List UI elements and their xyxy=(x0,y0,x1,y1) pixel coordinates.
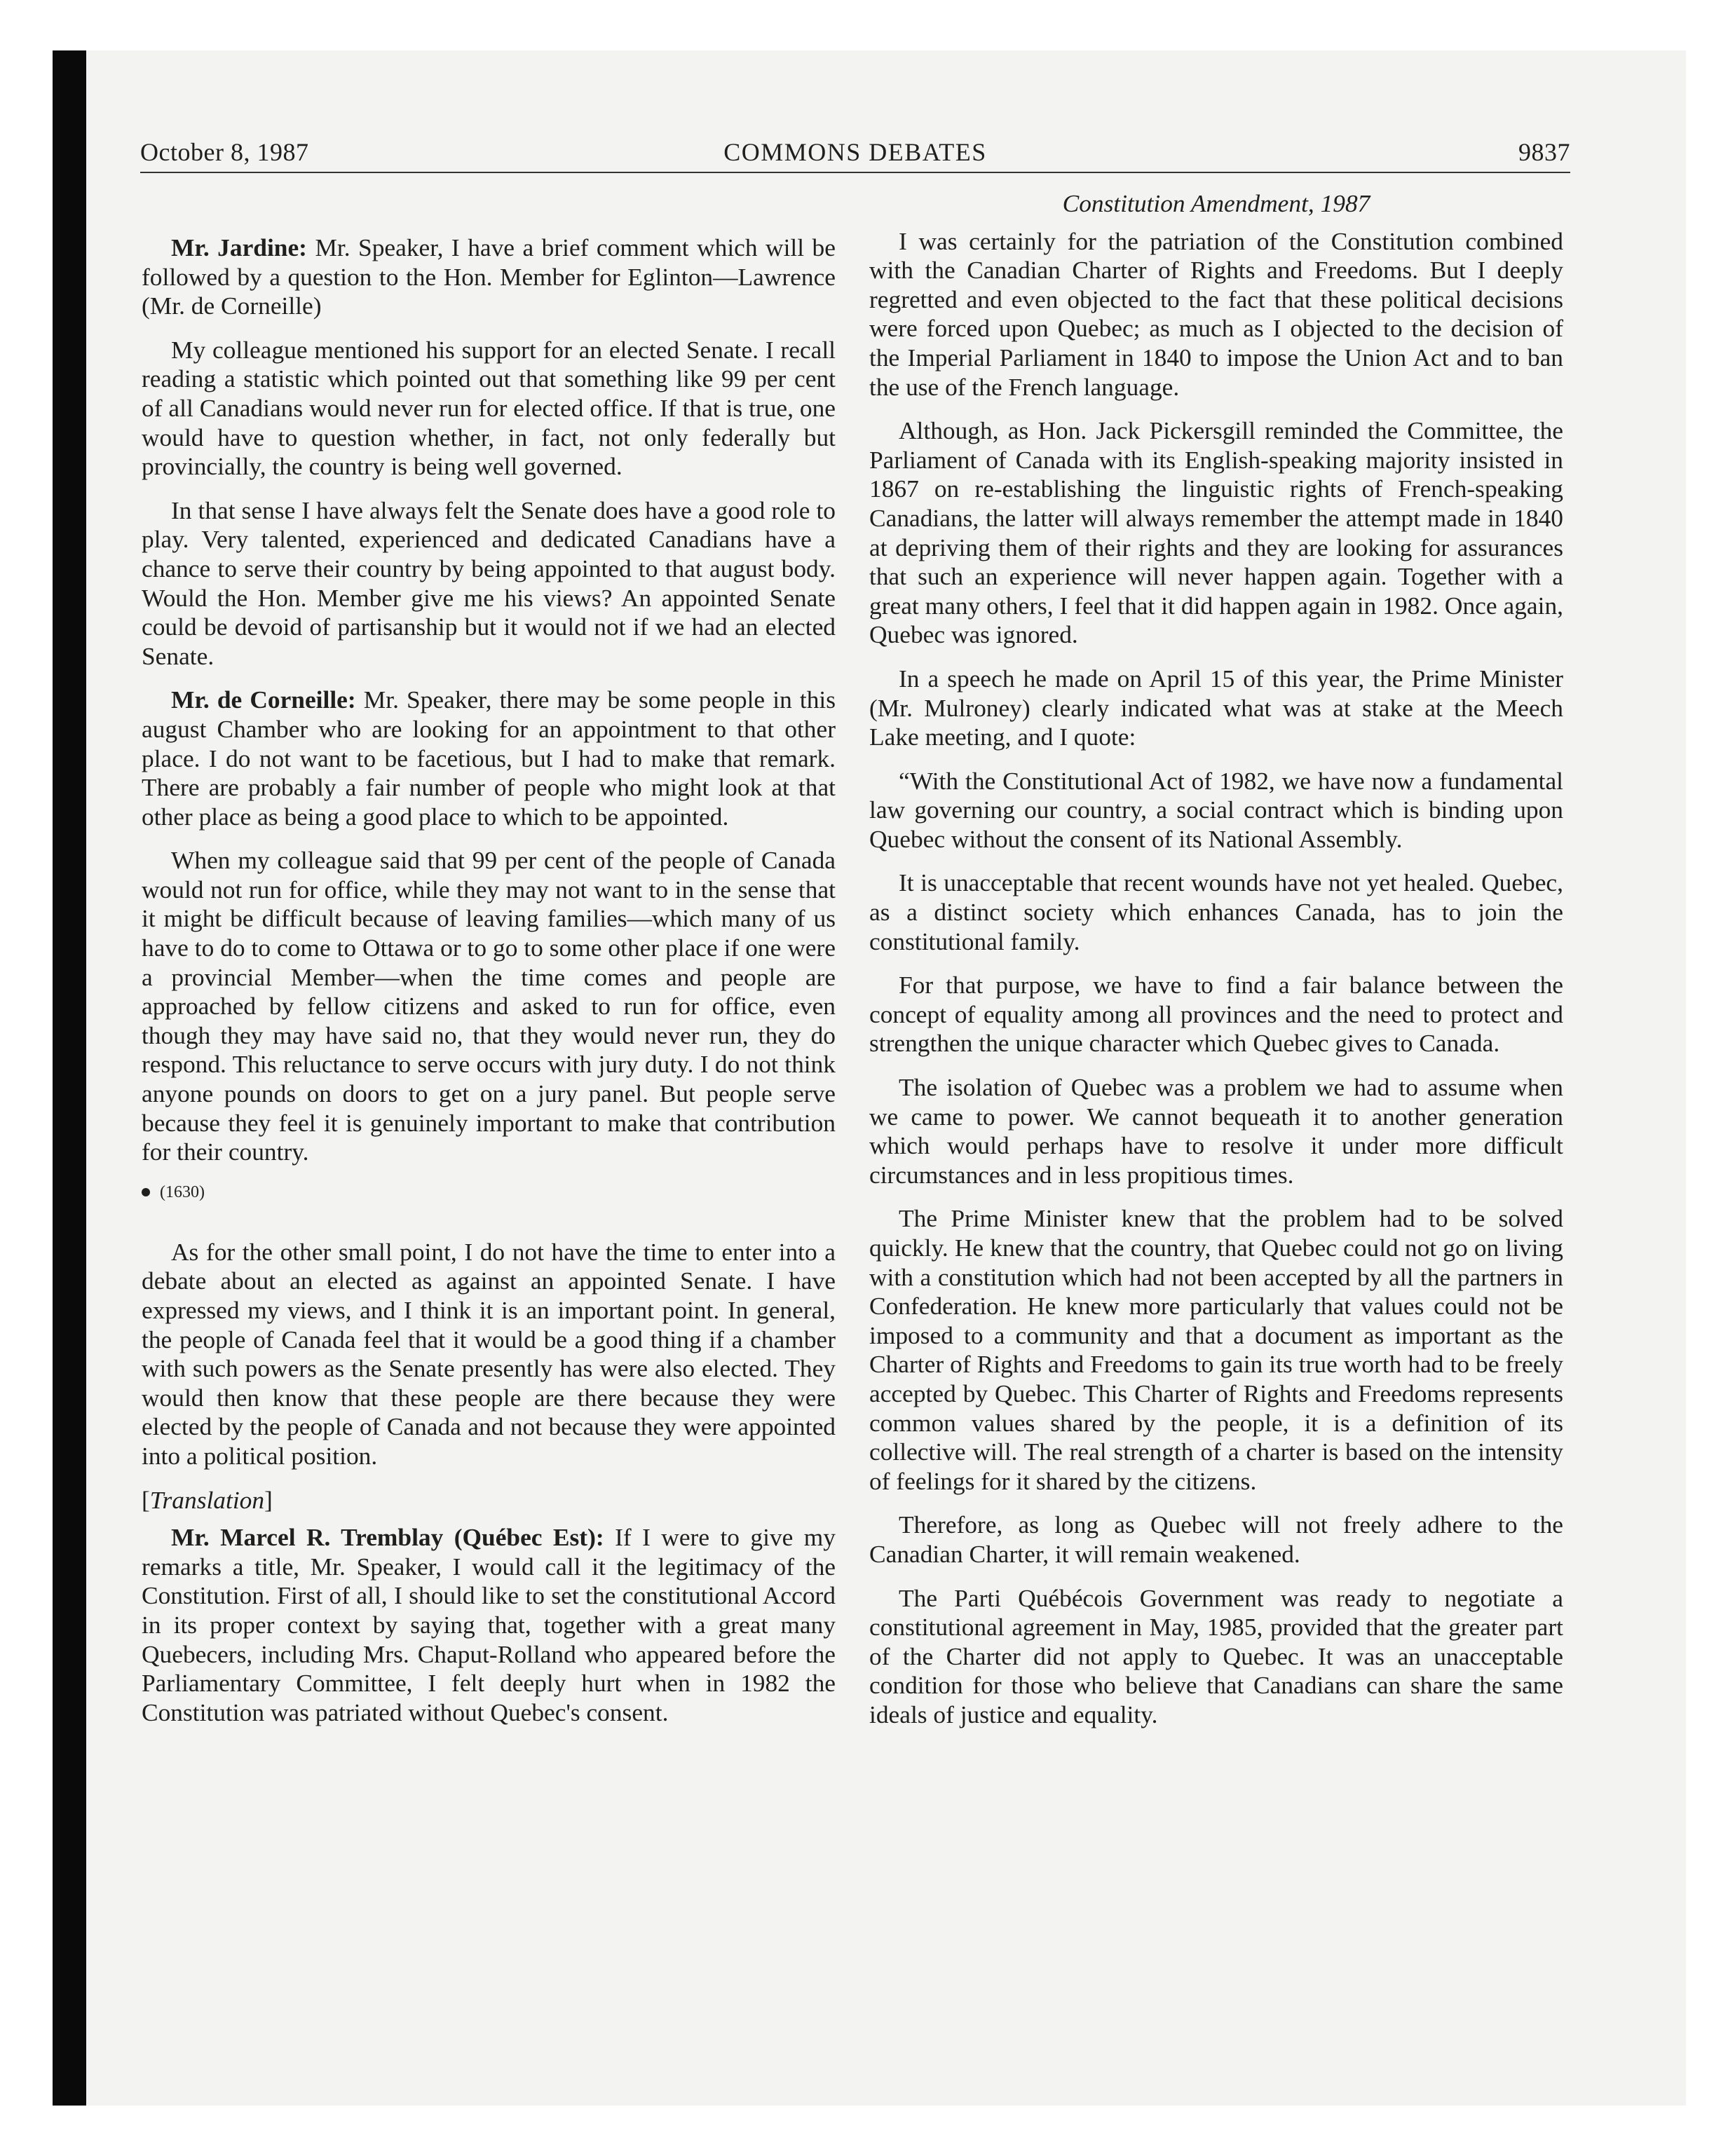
paragraph: In a speech he made on April 15 of this year, the Prime Minister (Mr. Mulroney) clearly indicated what was at stake at the Meech Lake meeting, and I quote: xyxy=(869,664,1563,751)
page-header xyxy=(140,137,1570,172)
paragraph-tremblay xyxy=(142,1523,836,1727)
speaker-name: Mr. Marcel R. Tremblay (Québec Est): xyxy=(171,1523,604,1552)
speaker-name: Mr. de Corneille: xyxy=(171,685,356,714)
paragraph: When my colleague said that 99 per cent of the people of Canada would not run for office, while they may not want to in the sense that it might be difficult because of leaving families—which many of us have to do to come to Ottawa or to go to some other place if one were a provincial Member—when the time comes and people are approached by fellow citizens and asked to run for office, even though they may have said no, that they would never run, they do respond. This reluctance to serve occurs with jury duty. I do not think anyone pounds on doors to get on a jury panel. But people serve because they feel it is genuinely important to make that contribution for their country. xyxy=(142,846,836,1166)
paragraph-text: Mr. Speaker, there may be some people in this august Chamber who are looking for an appointment to that other place. I do not want to be facetious, but I had to make that remark. There are probably a fair number of people who might look at that other place as being a good place to which to be appointed. xyxy=(142,685,836,831)
time-marker-text: (1630) xyxy=(160,1182,205,1201)
paragraph: Therefore, as long as Quebec will not freely adhere to the Canadian Charter, it will remain weakened. xyxy=(869,1510,1563,1568)
time-marker xyxy=(142,1182,836,1203)
section-title: Constitution Amendment, 1987 xyxy=(1062,189,1370,217)
paragraph-de-corneille xyxy=(142,685,836,831)
quote-paragraph: For that purpose, we have to find a fair balance between the concept of equality among all provinces and the need to protect and strengthen the unique character which Quebec gives to Canada. xyxy=(869,971,1563,1058)
quote-paragraph: It is unacceptable that recent wounds have not yet healed. Quebec, as a distinct society which enhances Canada, has to join the constitutional family. xyxy=(869,868,1563,955)
header-title: COMMONS DEBATES xyxy=(723,138,987,166)
quote-paragraph: The isolation of Quebec was a problem we had to assume when we came to power. We cannot bequeath it to another generation which would perhaps have to resolve it under more difficult circumstances and in less propitious times. xyxy=(869,1073,1563,1189)
paragraph: The Parti Québécois Government was ready to negotiate a constitutional agreement in May, 1985, provided that the greater part of the Charter did not apply to Quebec. It was an unacceptable condition for those who believe that Canadians can share the same ideals of justice and equality. xyxy=(869,1583,1563,1728)
paragraph: Although, as Hon. Jack Pickersgill reminded the Committee, the Parliament of Canada with its English-speaking majority insisted in 1867 on re-establishing the linguistic rights of French-speaking Canadians, the latter will always remember the attempt made in 1840 at depriving them of their rights and they are looking for assurances that such an experience will never happen again. Together with a great many others, I feel that it did happen again in 1982. Once again, Quebec was ignored. xyxy=(869,416,1563,649)
binding-edge xyxy=(53,50,86,2106)
paragraph: The Prime Minister knew that the problem had to be solved quickly. He knew that the country, that Quebec could not go on living with a constitution which had not been accepted by all the partners in Confederation. He knew more particularly that values could not be imposed to a community and that a document as important as the Charter of Rights and Freedoms to gain its true worth had to be freely accepted by Quebec. This Charter of Rights and Freedoms represents common values shared by the people, it is a definition of its collective will. The real strength of a charter is based on the intensity of feelings for it shared by the citizens. xyxy=(869,1204,1563,1495)
paragraph-jardine xyxy=(142,233,836,321)
translation-label: [Translation] xyxy=(142,1485,273,1514)
quote-paragraph: “With the Constitutional Act of 1982, we have now a fundamental law governing our country, a social contract which is binding upon Quebec without the consent of its National Assembly. xyxy=(869,766,1563,853)
paragraph: As for the other small point, I do not have the time to enter into a debate about an elected as against an appointed Senate. I have expressed my views, and I think it is an important point. In general, the people of Canada feel that it would be a good thing if a chamber with such powers as the Senate presently has were also elected. They would then know that these people are there because they were elected by the people of Canada and not because they were appointed into a political position. xyxy=(142,1237,836,1470)
bullet-icon xyxy=(142,1188,150,1196)
paragraph-text: If I were to give my remarks a title, Mr. Speaker, I would call it the legitimacy of the Constitution. First of all, I should like to set the constitutional Accord in its proper context by saying that, together with a great many Quebecers, including Mrs. Chaput-Rolland who appeared before the Parliamentary Committee, I felt deeply hurt when in 1982 the Constitution was patriated without Quebec's consent. xyxy=(142,1523,836,1726)
left-column xyxy=(142,233,836,1742)
paragraph: In that sense I have always felt the Senate does have a good role to play. Very talented, experienced and dedicated Canadians have a chance to serve their country by being appointed to that august body. Would the Hon. Member give me his views? An appointed Senate could be devoid of partisanship but it would not if we had an elected Senate. xyxy=(142,496,836,670)
paragraph-text: Mr. Speaker, I have a brief comment which will be followed by a question to the Hon. Member for Eglinton—Lawrence (Mr. de Corneille) xyxy=(142,233,836,320)
paragraph: I was certainly for the patriation of the Constitution combined with the Canadian Charter of Rights and Freedoms. But I deeply regretted and even objected to the fact that these political decisions were forced upon Quebec; as much as I objected to the decision of the Imperial Parliament in 1840 to impose the Union Act and to ban the use of the French language. xyxy=(869,226,1563,401)
header-date: October 8, 1987 xyxy=(140,138,309,166)
speaker-name: Mr. Jardine: xyxy=(171,233,307,261)
paragraph: My colleague mentioned his support for an elected Senate. I recall reading a statistic which pointed out that something like 99 per cent of all Canadians would never run for elected office. If that is true, one would have to question whether, in fact, not only federally but provincially, the country is being well governed. xyxy=(142,335,836,481)
page-number: 9837 xyxy=(1518,138,1570,166)
right-column xyxy=(869,189,1563,1745)
header-rule xyxy=(140,172,1570,173)
